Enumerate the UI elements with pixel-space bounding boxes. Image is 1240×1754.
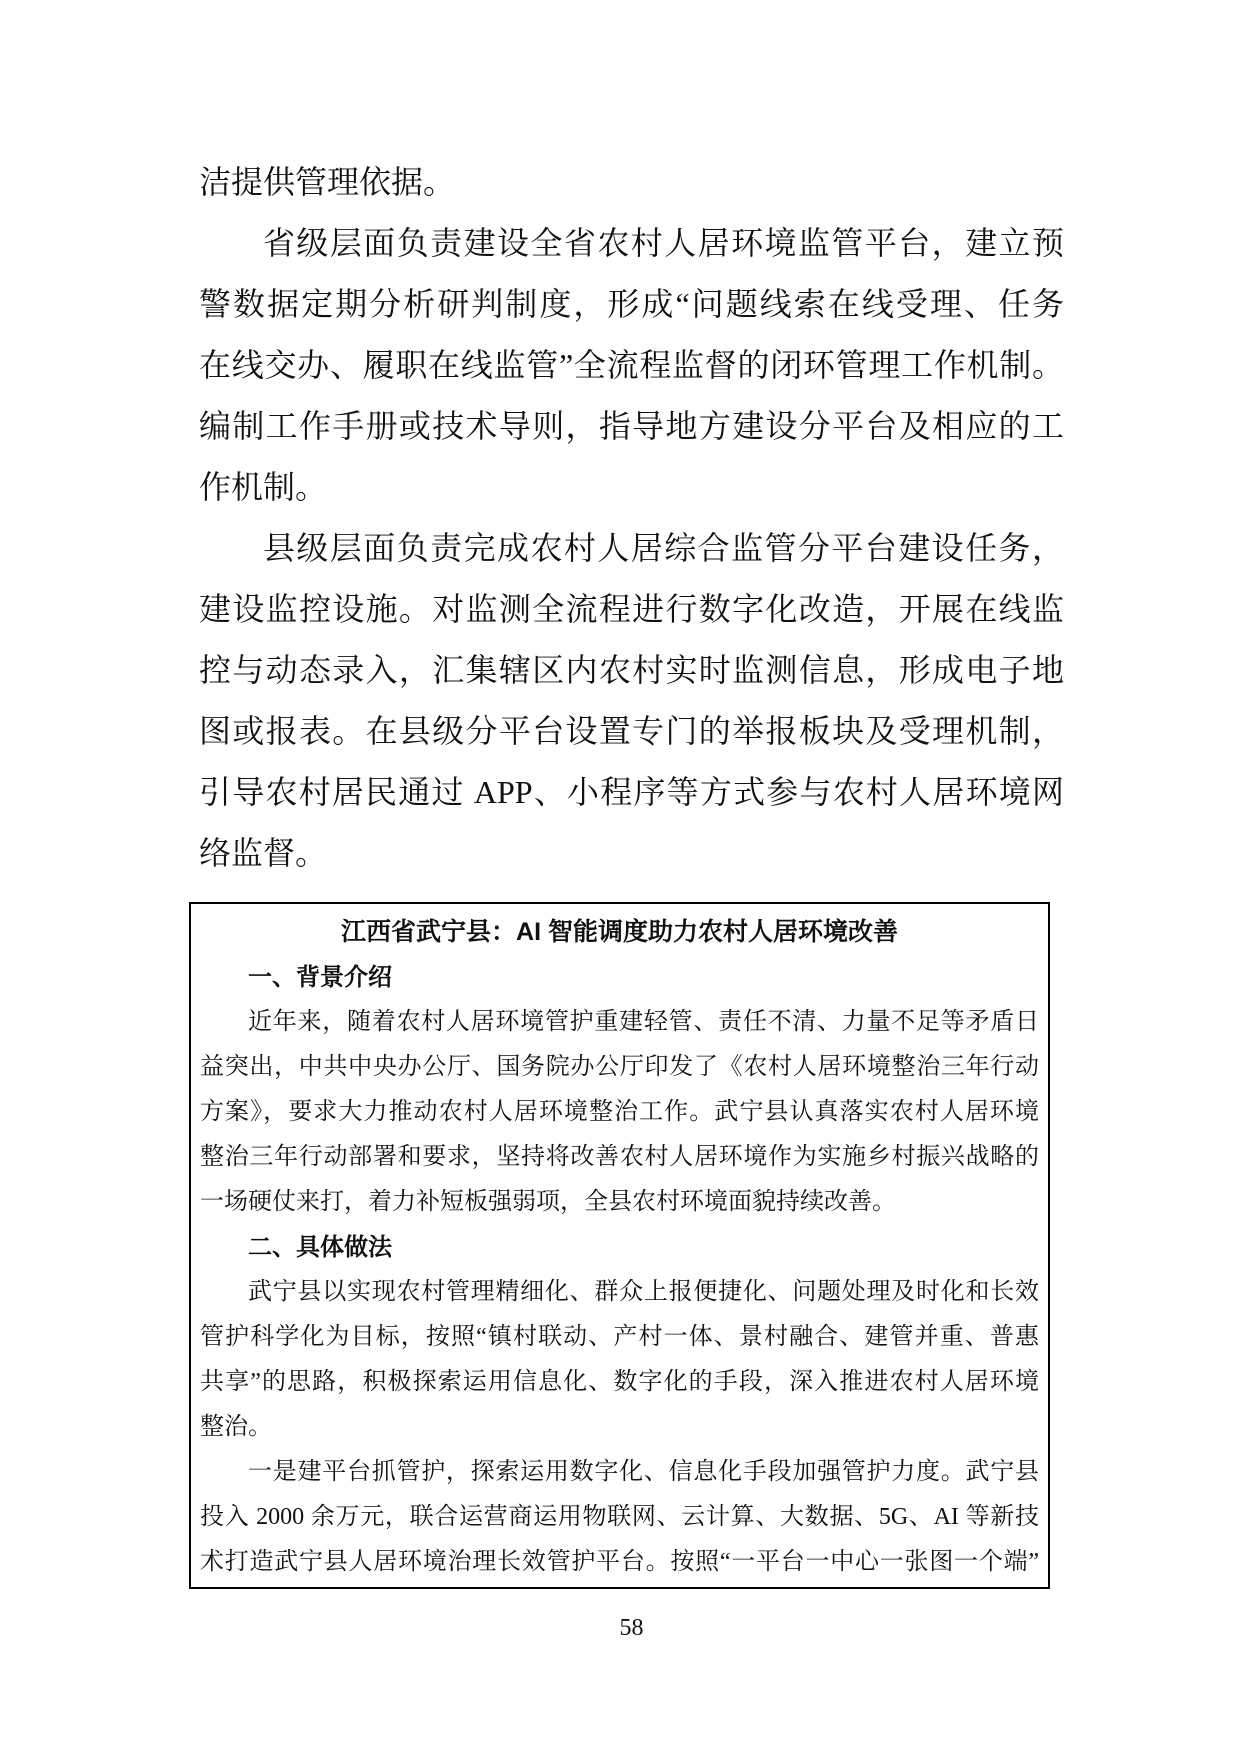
- case-box-title: 江西省武宁县：AI 智能调度助力农村人居环境改善: [341, 918, 898, 946]
- body-line: 在线交办、履职在线监管”全流程监督的闭环管理工作机制。: [199, 347, 1064, 383]
- case-box-line: 投入 2000 余万元，联合运营商运用物联网、云计算、大数据、5G、AI 等新技: [200, 1504, 1039, 1530]
- page-number: 58: [619, 1615, 644, 1641]
- body-line: 作机制。: [199, 469, 328, 505]
- case-box-line: 整治三年行动部署和要求，坚持将改善农村人居环境作为实施乡村振兴战略的: [200, 1144, 1039, 1170]
- case-box-line: 一是建平台抓管护，探索运用数字化、信息化手段加强管护力度。武宁县: [248, 1459, 1039, 1485]
- body-line: 建设监控设施。对监测全流程进行数字化改造，开展在线监: [199, 591, 1064, 627]
- case-box-line: 近年来，随着农村人居环境管护重建轻管、责任不清、力量不足等矛盾日: [248, 1009, 1039, 1035]
- case-box-line: 方案》，要求大力推动农村人居环境整治工作。武宁县认真落实农村人居环境: [200, 1099, 1039, 1125]
- case-box-line: 整治。: [200, 1414, 272, 1440]
- case-box-heading: 一、背景介绍: [248, 964, 392, 991]
- body-line: 县级层面负责完成农村人居综合监管分平台建设任务，: [263, 530, 1064, 566]
- body-line: 络监督。: [199, 835, 328, 871]
- body-line: 警数据定期分析研判制度，形成“问题线索在线受理、任务: [199, 286, 1064, 322]
- case-box-line: 武宁县以实现农村管理精细化、群众上报便捷化、问题处理及时化和长效: [248, 1279, 1039, 1305]
- case-study-box: [189, 902, 1050, 1589]
- body-line: 图或报表。在县级分平台设置专门的举报板块及受理机制，: [199, 713, 1064, 749]
- body-line: 控与动态录入，汇集辖区内农村实时监测信息，形成电子地: [199, 652, 1064, 688]
- body-line: 引导农村居民通过 APP、小程序等方式参与农村人居环境网: [199, 774, 1064, 810]
- body-line: 编制工作手册或技术导则，指导地方建设分平台及相应的工: [199, 408, 1064, 444]
- body-line: 省级层面负责建设全省农村人居环境监管平台，建立预: [263, 225, 1064, 261]
- body-line: 洁提供管理依据。: [199, 164, 456, 200]
- case-box-heading: 二、具体做法: [248, 1234, 392, 1261]
- case-box-line: 共享”的思路，积极探索运用信息化、数字化的手段，深入推进农村人居环境: [200, 1369, 1039, 1395]
- case-box-line: 益突出，中共中央办公厅、国务院办公厅印发了《农村人居环境整治三年行动: [200, 1054, 1039, 1080]
- case-box-line: 管护科学化为目标，按照“镇村联动、产村一体、景村融合、建管并重、普惠: [200, 1324, 1039, 1350]
- case-box-line: 术打造武宁县人居环境治理长效管护平台。按照“一平台一中心一张图一个端”: [200, 1549, 1039, 1575]
- case-box-line: 一场硬仗来打，着力补短板强弱项，全县农村环境面貌持续改善。: [200, 1189, 896, 1215]
- body-text: [199, 152, 1064, 884]
